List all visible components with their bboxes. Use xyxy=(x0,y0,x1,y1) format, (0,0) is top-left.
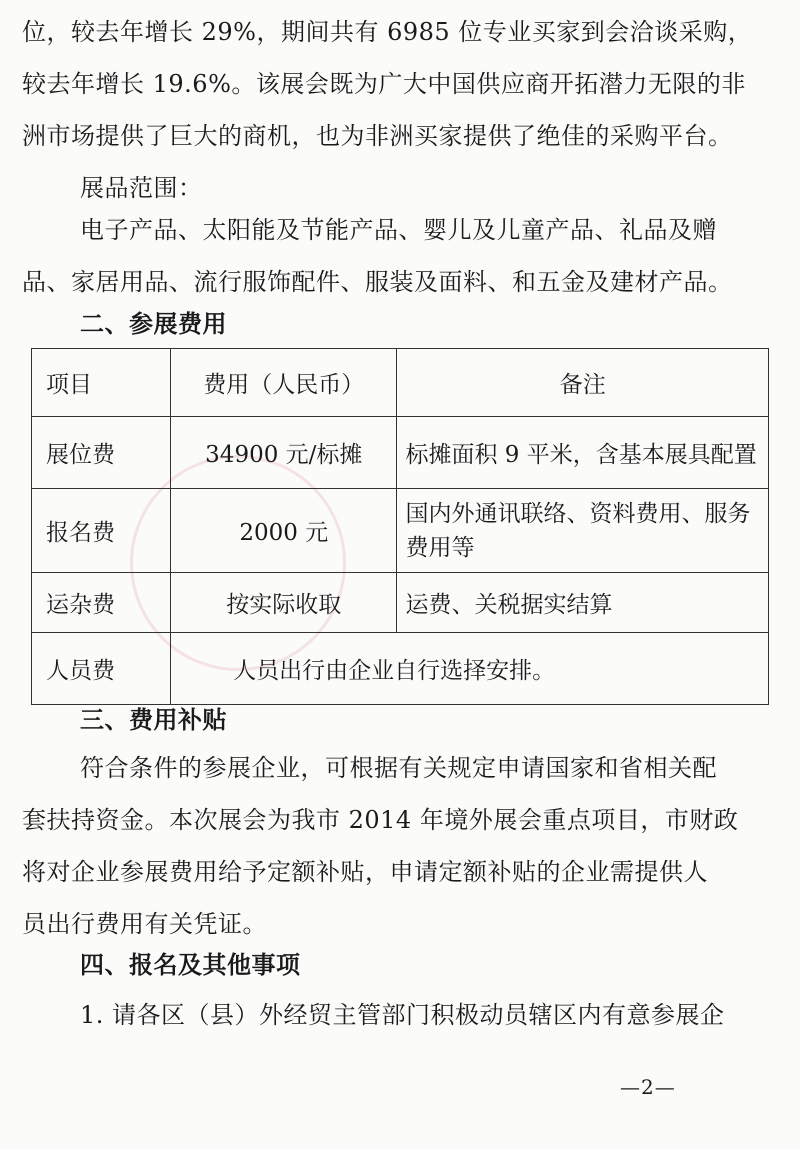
section-2-heading: 二、参展费用 xyxy=(80,310,227,338)
row-note: 标摊面积 9 平米，含基本展具配置 xyxy=(397,417,769,489)
intro-line-3: 洲市场提供了巨大的商机，也为非洲买家提供了绝佳的采购平台。 xyxy=(22,122,733,150)
row-note-text: 国内外通讯联络、资料费用、服务费用等 xyxy=(405,500,751,561)
section-3-line-2: 套扶持资金。本次展会为我市 2014 年境外展会重点项目，市财政 xyxy=(22,806,739,834)
row-item: 报名费 xyxy=(32,489,171,573)
row-cost: 34900 元/标摊 xyxy=(171,417,397,489)
section-3-heading: 三、费用补贴 xyxy=(80,706,227,734)
page-number: —2— xyxy=(620,1075,676,1099)
table-row xyxy=(32,573,769,633)
section-4-item-1: 1. 请各区（县）外经贸主管部门积极动员辖区内有意参展企 xyxy=(80,1001,725,1029)
table-row xyxy=(32,489,769,573)
header-item: 项目 xyxy=(32,349,171,417)
row-cost: 按实际收取 xyxy=(171,573,397,633)
scope-title: 展品范围： xyxy=(80,174,203,202)
row-item: 运杂费 xyxy=(32,573,171,633)
table-header-row xyxy=(32,349,769,417)
table-row xyxy=(32,417,769,489)
section-3-line-3: 将对企业参展费用给予定额补贴，申请定额补贴的企业需提供人 xyxy=(22,858,708,886)
section-3-paragraph xyxy=(22,748,760,944)
intro-paragraph xyxy=(22,12,760,156)
table-row xyxy=(32,633,769,705)
section-3-line-4: 员出行费用有关凭证。 xyxy=(22,910,267,938)
scope-paragraph xyxy=(22,210,760,302)
section-3-line-1: 符合条件的参展企业，可根据有关规定申请国家和省相关配 xyxy=(80,754,717,782)
row-cost: 2000 元 xyxy=(171,489,397,573)
scope-line-2: 品、家居用品、流行服饰配件、服装及面料、和五金及建材产品。 xyxy=(22,268,733,296)
header-cost: 费用（人民币） xyxy=(171,349,397,417)
row-note xyxy=(397,489,769,573)
row-merged-note: 人员出行由企业自行选择安排。 xyxy=(171,633,769,705)
row-note: 运费、关税据实结算 xyxy=(397,573,769,633)
scope-line-1: 电子产品、太阳能及节能产品、婴儿及儿童产品、礼品及赠 xyxy=(80,216,717,244)
intro-line-2: 较去年增长 19.6%。该展会既为广大中国供应商开拓潜力无限的非 xyxy=(22,70,746,98)
header-note: 备注 xyxy=(397,349,769,417)
intro-line-1: 位，较去年增长 29%，期间共有 6985 位专业买家到会洽谈采购， xyxy=(22,18,753,46)
row-item: 展位费 xyxy=(32,417,171,489)
row-item: 人员费 xyxy=(32,633,171,705)
section-4-heading: 四、报名及其他事项 xyxy=(80,951,301,979)
fee-table xyxy=(31,348,769,705)
